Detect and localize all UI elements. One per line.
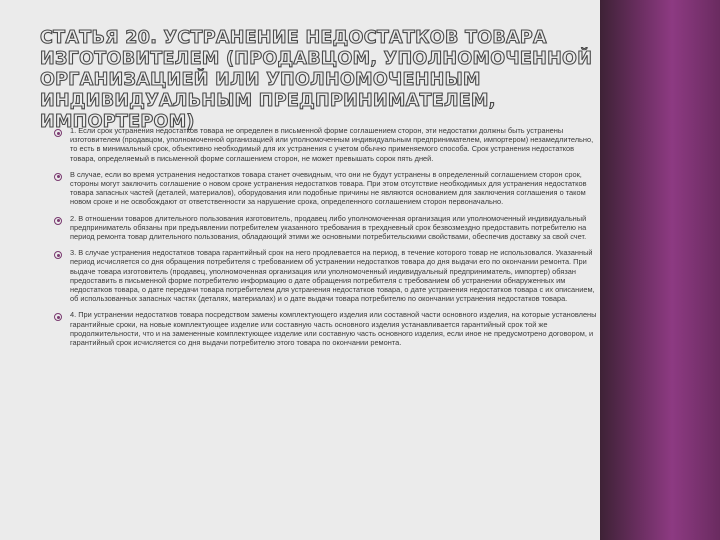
decorative-side-bar xyxy=(600,0,720,540)
slide-title: СТАТЬЯ 20. УСТРАНЕНИЕ НЕДОСТАТКОВ ТОВАРА ИЗГОТОВИТЕЛЕМ (ПРОДАВЦОМ, УПОЛНОМОЧЕННОЙ ОРГАНИЗАЦИЕЙ ИЛИ УПОЛНОМОЧЕННЫМ ИНДИВИДУАЛЬНЫМ ПРЕДПРИНИМАТЕЛЕМ, ИМПОРТЕРОМ) xyxy=(40,28,593,132)
paragraph-text: 4. При устранении недостатков товара посредством замены комплектующего изделия или составной части основного изделия, на которые установлены гарантийные сроки, на новые комплектующее изделие или составную часть основного изделия устанавливается гарантийный срок той же продолжительности, что и на замененные комплектующее изделие или составную часть основного изделия, если иное не предусмотрено договором, и гарантийный срок исчисляется со дня выдачи потребителю этого товара по окончании ремонта. xyxy=(70,310,597,348)
bullet-icon xyxy=(54,173,62,181)
bullet-icon xyxy=(54,251,62,259)
list-item-1 xyxy=(54,126,600,163)
paragraph-text: В случае, если во время устранения недостатков товара станет очевидным, что они не будут устранены в определенный соглашением сторон срок, стороны могут заключить соглашение о новом сроке устранения недостатков товара. При этом отсутствие необходимых для устранения недостатков товара запасных частей (деталей, материалов), оборудования или подобные причины не являются основанием для заключения соглашения о таком новом сроке и не освобождают от ответственности за нарушение срока, определенного соглашением сторон первоначально. xyxy=(70,169,587,207)
list-item-4 xyxy=(54,248,600,303)
slide-content xyxy=(54,126,600,354)
bullet-icon xyxy=(54,313,62,321)
paragraph-text: 3. В случае устранения недостатков товара гарантийный срок на него продлевается на период, в течение которого товар не использовался. Указанный период исчисляется со дня обращения потребителя с требованием об устранении недостатков товара до дня выдачи его по окончании ремонта. При выдаче товара изготовитель (продавец, уполномоченная организация или уполномоченный индивидуальный предприниматель, импортер) обязан предоставить в письменной форме потребителю информацию о дате обращения потребителя с требованием об устранении обнаруженных им недостатков товара, о дате передачи товара потребителем для устранения недостатков товара, о дате устранения недостатков товара с их описанием, об использованных запасных частях (деталях, материалах) и о дате выдачи товара потребителю по окончании устранения недостатков товара. xyxy=(70,248,595,304)
paragraph-text: 2. В отношении товаров длительного пользования изготовитель, продавец либо уполномоченная организация или уполномоченный индивидуальный предприниматель обязаны при предъявлении потребителем указанного требования в трехдневный срок безвозмездно предоставить потребителю на период ремонта товар длительного пользования, обладающий этими же основными потребительскими свойствами, обеспечив доставку за свой счет. xyxy=(70,213,587,242)
list-item-3 xyxy=(54,214,600,242)
list-item-2 xyxy=(54,170,600,207)
bullet-icon xyxy=(54,129,62,137)
list-item-5 xyxy=(54,310,600,347)
bullet-icon xyxy=(54,217,62,225)
paragraph-text: 1. Если срок устранения недостатков товара не определен в письменной форме соглашением сторон, эти недостатки должны быть устранены изготовителем (продавцом, уполномоченной организацией или уполномоченным индивидуальным предпринимателем, импортером) незамедлительно, то есть в минимальный срок, объективно необходимый для их устранения с учетом обычно применяемого способа. Срок устранения недостатков товара, определяемый в письменной форме соглашением сторон, не может превышать сорок пять дней. xyxy=(70,126,594,163)
